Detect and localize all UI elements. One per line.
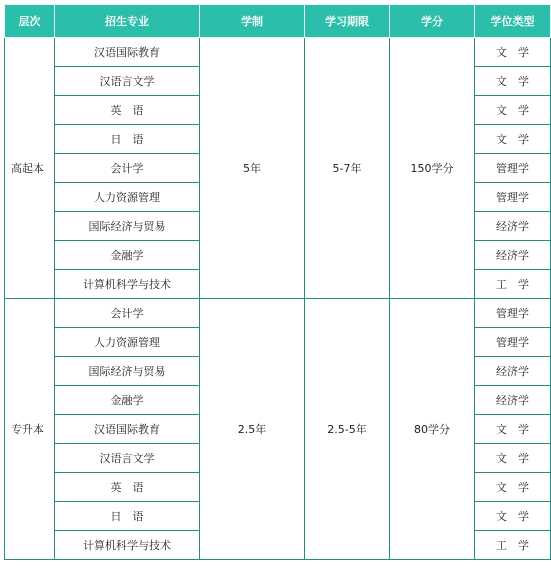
- period-cell: 5-7年: [305, 38, 390, 299]
- major-cell: 计算机科学与技术: [55, 270, 200, 299]
- major-cell: 英 语: [55, 96, 200, 125]
- major-cell: 计算机科学与技术: [55, 531, 200, 560]
- credits-cell: 80学分: [390, 299, 475, 560]
- major-cell: 国际经济与贸易: [55, 357, 200, 386]
- header-degree: 学位类型: [475, 5, 551, 38]
- degree-cell: 文 学: [475, 38, 551, 67]
- degree-cell: 经济学: [475, 357, 551, 386]
- degree-cell: 文 学: [475, 473, 551, 502]
- degree-cell: 管理学: [475, 299, 551, 328]
- table-body: [5, 38, 551, 560]
- degree-cell: 经济学: [475, 241, 551, 270]
- major-cell: 日 语: [55, 125, 200, 154]
- degree-cell: 管理学: [475, 183, 551, 212]
- header-row: [5, 5, 551, 38]
- major-cell: 国际经济与贸易: [55, 212, 200, 241]
- duration-cell: 5年: [200, 38, 305, 299]
- table-row: [5, 38, 551, 67]
- major-cell: 金融学: [55, 241, 200, 270]
- major-cell: 会计学: [55, 154, 200, 183]
- duration-cell: 2.5年: [200, 299, 305, 560]
- degree-cell: 经济学: [475, 212, 551, 241]
- program-table: [4, 4, 551, 560]
- header-level: 层次: [5, 5, 55, 38]
- degree-cell: 管理学: [475, 328, 551, 357]
- degree-cell: 管理学: [475, 154, 551, 183]
- major-cell: 汉语国际教育: [55, 415, 200, 444]
- table-row: [5, 299, 551, 328]
- credits-cell: 150学分: [390, 38, 475, 299]
- degree-cell: 文 学: [475, 444, 551, 473]
- major-cell: 金融学: [55, 386, 200, 415]
- degree-cell: 文 学: [475, 67, 551, 96]
- major-cell: 人力资源管理: [55, 328, 200, 357]
- period-cell: 2.5-5年: [305, 299, 390, 560]
- degree-cell: 文 学: [475, 502, 551, 531]
- level-cell: 高起本: [5, 38, 55, 299]
- degree-cell: 文 学: [475, 96, 551, 125]
- header-major: 招生专业: [55, 5, 200, 38]
- degree-cell: 文 学: [475, 125, 551, 154]
- major-cell: 汉语言文学: [55, 67, 200, 96]
- header-credits: 学分: [390, 5, 475, 38]
- degree-cell: 文 学: [475, 415, 551, 444]
- major-cell: 日 语: [55, 502, 200, 531]
- level-cell: 专升本: [5, 299, 55, 560]
- major-cell: 汉语国际教育: [55, 38, 200, 67]
- degree-cell: 工 学: [475, 270, 551, 299]
- header-duration: 学制: [200, 5, 305, 38]
- header-period: 学习期限: [305, 5, 390, 38]
- major-cell: 英 语: [55, 473, 200, 502]
- major-cell: 会计学: [55, 299, 200, 328]
- major-cell: 汉语言文学: [55, 444, 200, 473]
- degree-cell: 经济学: [475, 386, 551, 415]
- degree-cell: 工 学: [475, 531, 551, 560]
- major-cell: 人力资源管理: [55, 183, 200, 212]
